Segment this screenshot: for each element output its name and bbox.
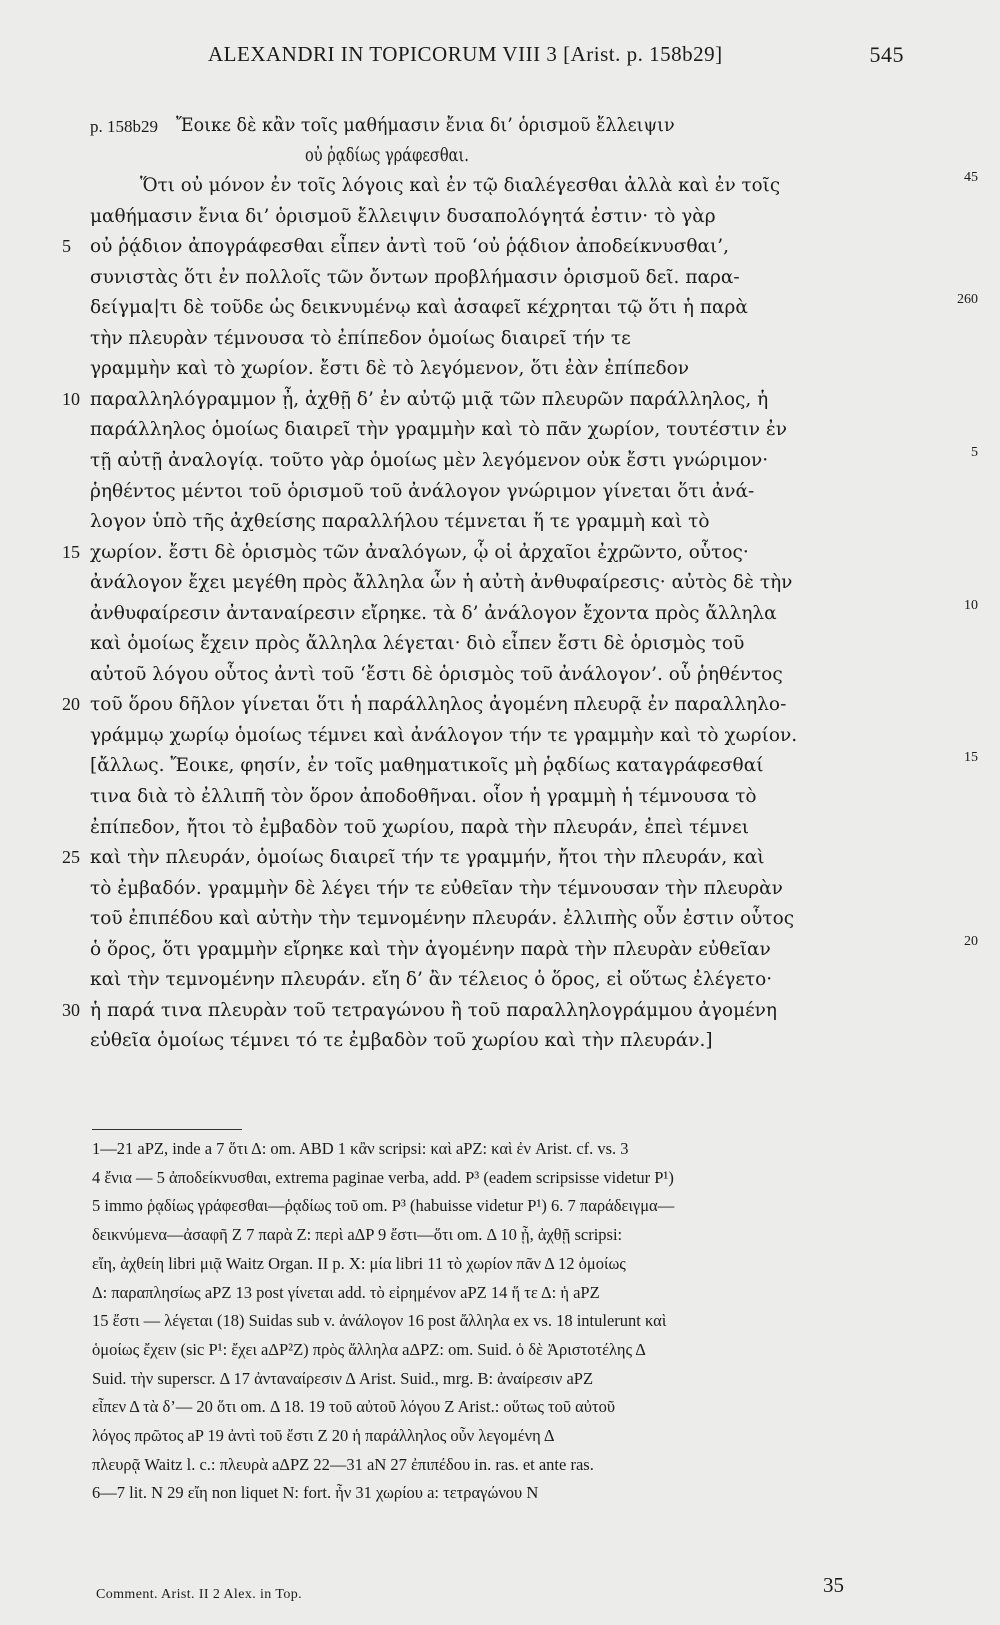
apparatus-line: 4 ἔνια — 5 ἀποδείκνυσθαι, extrema paginae verba, add. P³ (eadem scripsisse videtur P¹): [92, 1168, 674, 1187]
apparatus-line: λόγος πρῶτος aP 19 ἀντὶ τοῦ ἔστι Z 20 ἡ παράλληλος οὖν λεγομένη Δ: [92, 1426, 555, 1445]
apparatus-line: δεικνύμενα—ἀσαφῆ Z 7 παρὰ Z: περὶ aΔP 9 ἔστι—ὅτι om. Δ 10 ᾖ, ἀχθῇ scripsi:: [92, 1225, 623, 1244]
body-line: γραμμὴν καὶ τὸ χωρίον. ἔστι δὲ τὸ λεγόμενον, ὅτι ἐὰν ἐπίπεδον: [90, 358, 689, 379]
body-line: καὶ τὴν τεμνομένην πλευράν. εἴη δ’ ἂν τέλειος ὁ ὅρος, εἰ οὕτως ἐλέγετο·: [90, 969, 773, 990]
margin-reference-number: 5: [971, 445, 978, 460]
body-line: οὐ ῥᾴδιον ἀπογράφεσθαι εἶπεν ἀντὶ τοῦ ‘οὐ ῥᾴδιον ἀποδείκνυσθαι’,: [90, 236, 730, 257]
margin-reference-number: 10: [964, 598, 978, 613]
line-number: 30: [62, 1000, 80, 1020]
body-line: τὴν πλευρὰν τέμνουσα τὸ ἐπίπεδον ὁμοίως διαιρεῖ τήν τε: [90, 328, 631, 349]
footnote-rule: [92, 1129, 242, 1130]
body-line: τινα διὰ τὸ ἐλλιπῆ τὸν ὅρον ἀποδοθῆναι. οἷον ἡ γραμμὴ ἡ τέμνουσα τὸ: [90, 786, 757, 807]
signature-line: Comment. Arist. II 2 Alex. in Top.: [96, 1587, 303, 1602]
body-line: τῇ αὐτῇ ἀναλογίᾳ. τοῦτο γὰρ ὁμοίως μὲν λεγόμενον οὐκ ἔστι γνώριμον·: [90, 450, 769, 471]
apparatus-line: 5 immo ῥᾳδίως γράφεσθαι—ῥᾳδίως τοῦ om. P³ (habuisse videtur P¹) 6. 7 παράδειγμα—: [92, 1196, 675, 1215]
body-line: δείγμα|τι δὲ τοῦδε ὡς δεικνυμένῳ καὶ ἀσαφεῖ κέχρηται τῷ ὅτι ἡ παρὰ: [90, 297, 748, 318]
apparatus-line: 1—21 aPZ, inde a 7 ὅτι Δ: om. ABD 1 κἂν scripsi: καὶ aPZ: καὶ ἐν Arist. cf. vs. 3: [92, 1139, 629, 1158]
body-line: παράλληλος ὁμοίως διαιρεῖ τὴν γραμμὴν καὶ τὸ πᾶν χωρίον, τουτέστιν ἐν: [90, 419, 788, 440]
body-line: χωρίον. ἔστι δὲ ὁρισμὸς τῶν ἀναλόγων, ᾧ οἱ ἀρχαῖοι ἐχρῶντο, οὗτος·: [90, 542, 749, 563]
line-number: 10: [62, 389, 80, 409]
body-line: ἡ παρά τινα πλευρὰν τοῦ τετραγώνου ἢ τοῦ παραλληλογράμμου ἀγομένη: [90, 1000, 778, 1021]
body-line: ἀνθυφαίρεσιν ἀνταναίρεσιν εἴρηκε. τὰ δ’ ἀνάλογον ἔχοντα πρὸς ἄλληλα: [90, 603, 777, 624]
apparatus-line: 15 ἔστι — λέγεται (18) Suidas sub v. ἀνάλογον 16 post ἄλληλα ex vs. 18 intulerunt καὶ: [92, 1311, 667, 1330]
body-line: [ἄλλως. Ἔοικε, φησίν, ἐν τοῖς μαθηματικοῖς μὴ ῥᾳδίως καταγράφεσθαί: [90, 755, 764, 776]
body-line: μαθήμασιν ἔνια δι’ ὁρισμοῦ ἔλλειψιν δυσαπολόγητά ἐστιν· τὸ γὰρ: [90, 206, 716, 227]
body-line: ῥηθέντος μέντοι τοῦ ὁρισμοῦ τοῦ ἀνάλογον γνώριμον γίνεται ὅτι ἀνά-: [90, 481, 755, 502]
body-line: αὐτοῦ λόγου οὗτος ἀντὶ τοῦ ‘ἔστι δὲ ὁρισμὸς τοῦ ἀνάλογον’. οὗ ῥηθέντος: [90, 664, 783, 685]
body-line: συνιστὰς ὅτι ἐν πολλοῖς τῶν ὄντων προβλήμασιν ὁρισμοῦ δεῖ. παρα-: [90, 267, 740, 288]
margin-reference-number: 20: [964, 934, 978, 949]
apparatus-line: ὁμοίως ἔχειν (sic P¹: ἔχει aΔP²Z) πρὸς ἄλληλα aΔPZ: om. Suid. ὁ δὲ Ἀριστοτέλης Δ: [92, 1340, 646, 1359]
body-line: παραλληλόγραμμον ᾖ, ἀχθῇ δ’ ἐν αὐτῷ μιᾷ τῶν πλευρῶν παράλληλος, ἡ: [90, 389, 769, 410]
body-line: καὶ ὁμοίως ἔχειν πρὸς ἄλληλα λέγεται· διὸ εἶπεν ἔστι δὲ ὁρισμὸς τοῦ: [90, 633, 745, 654]
running-title: ALEXANDRI IN TOPICORUM VIII 3 [Arist. p. 158b29]: [208, 42, 723, 66]
apparatus-line: εἴη, ἀχθείη libri μιᾷ Waitz Organ. II p. X: μία libri 11 τὸ χωρίον πᾶν Δ 12 ὁμοίως: [92, 1254, 626, 1273]
line-number: 25: [62, 847, 80, 867]
line-number: 20: [62, 694, 80, 714]
body-line: τοῦ ἐπιπέδου καὶ αὐτὴν τὴν τεμνομένην πλευράν. ἐλλιπὴς οὖν ἐστιν οὗτος: [90, 908, 795, 929]
margin-reference-number: 260: [957, 292, 978, 307]
apparatus-line: 6—7 lit. N 29 εἴη non liquet N: fort. ἦν 31 χωρίου a: τετραγώνου N: [92, 1483, 539, 1502]
page-number: 545: [869, 42, 904, 67]
apparatus-line: πλευρᾷ Waitz l. c.: πλευρὰ aΔPZ 22—31 aN 27 ἐπιπέδου in. ras. et ante ras.: [92, 1455, 594, 1474]
apparatus-line: εἶπεν Δ τὰ δ’— 20 ὅτι om. Δ 18. 19 τοῦ αὐτοῦ λόγου Z Arist.: οὕτως τοῦ αὐτοῦ: [92, 1397, 616, 1416]
body-line: λογον ὑπὸ τῆς ἀχθείσης παραλλήλου τέμνεται ἥ τε γραμμὴ καὶ τὸ: [90, 511, 710, 532]
body-line: τοῦ ὅρου δῆλον γίνεται ὅτι ἡ παράλληλος ἀγομένη πλευρᾷ ἐν παραλληλο-: [90, 694, 787, 715]
apparatus-line: Suid. τὴν superscr. Δ 17 ἀνταναίρεσιν Δ Arist. Suid., mrg. B: ἀναίρεσιν aPZ: [92, 1369, 594, 1388]
body-line: καὶ τὴν πλευράν, ὁμοίως διαιρεῖ τήν τε γραμμήν, ἤτοι τὴν πλευράν, καὶ: [90, 847, 765, 868]
apparatus-line: Δ: παραπλησίως aPZ 13 post γίνεται add. τὸ εἰρημένον aPZ 14 ἥ τε Δ: ἡ aPZ: [92, 1283, 600, 1302]
body-line: ὁ ὅρος, ὅτι γραμμὴν εἴρηκε καὶ τὴν ἀγομένην παρὰ τὴν πλευρὰν εὐθεῖαν: [90, 939, 771, 960]
lemma-line-2: οὐ ῥᾳδίως γράφεσθαι.: [305, 145, 469, 166]
margin-reference-number: 45: [964, 170, 978, 185]
body-line: ἀνάλογον ἔχει μεγέθη πρὸς ἄλληλα ὧν ἡ αὐτὴ ἀνθυφαίρεσις· αὐτὸς δὲ τὴν: [90, 572, 793, 593]
margin-reference-number: 15: [964, 750, 978, 765]
signature-mark: 35: [823, 1573, 844, 1597]
body-line: γράμμῳ χωρίῳ ὁμοίως τέμνει καὶ ἀνάλογον τήν τε γραμμὴν καὶ τὸ χωρίον.: [90, 725, 798, 746]
lemma-line-1: Ἔοικε δὲ κἂν τοῖς μαθήμασιν ἔνια δι’ ὁρισμοῦ ἔλλειψιν: [176, 115, 675, 136]
body-line: ἐπίπεδον, ἤτοι τὸ ἐμβαδὸν τοῦ χωρίου, παρὰ τὴν πλευράν, ἐπεὶ τέμνει: [90, 817, 749, 838]
body-line: τὸ ἐμβαδόν. γραμμὴν δὲ λέγει τήν τε εὐθεῖαν τὴν τέμνουσαν τὴν πλευρὰν: [90, 878, 783, 899]
line-number: 5: [62, 236, 71, 256]
line-number: 15: [62, 542, 80, 562]
lemma-reference: p. 158b29: [90, 117, 158, 136]
body-line: Ὅτι οὐ μόνον ἐν τοῖς λόγοις καὶ ἐν τῷ διαλέγεσθαι ἀλλὰ καὶ ἐν τοῖς: [140, 175, 781, 196]
running-header: [0, 42, 1000, 82]
body-line: εὐθεῖα ὁμοίως τέμνει τό τε ἐμβαδὸν τοῦ χωρίου καὶ τὴν πλευράν.]: [90, 1030, 713, 1051]
